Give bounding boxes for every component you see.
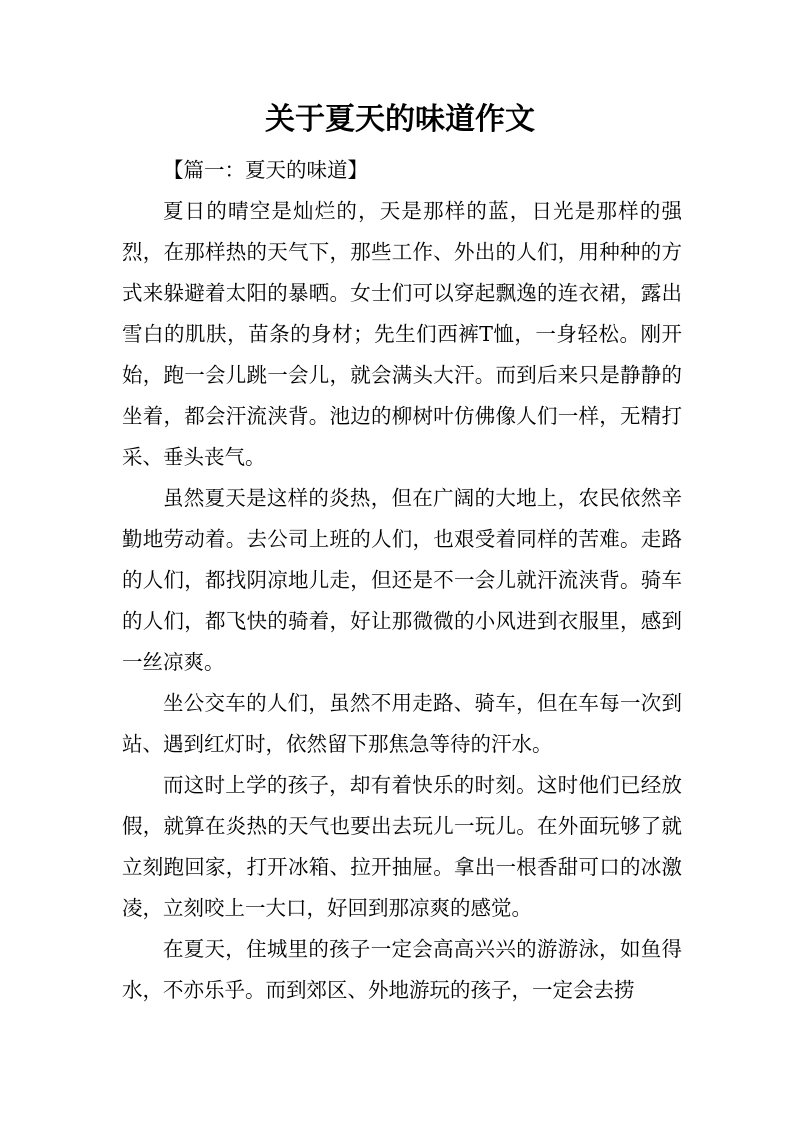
paragraph-3: 坐公交车的人们，虽然不用走路、骑车，但在车每一次到站、遇到红灯时，依然留下那焦急等待的汗水。 [122, 691, 682, 756]
paragraph-1: 夏日的晴空是灿烂的，天是那样的蓝，日光是那样的强烈，在那样热的天气下，那些工作、外出的人们，用种种的方式来躲避着太阳的暴晒。女士们可以穿起飘逸的连衣裙，露出雪白的肌肤，苗条的身材；先生们西裤T恤，一身轻松。刚开始，跑一会儿跳一会儿，就会满头大汗。而到后来只是静静的坐着，都会汗流浃背。池边的柳树叶仿佛像人们一样，无精打采、垂头丧气。 [122, 199, 682, 469]
paragraph-2: 虽然夏天是这样的炎热，但在广阔的大地上，农民依然辛勤地劳动着。去公司上班的人们，也艰受着同样的苦难。走路的人们，都找阴凉地儿走，但还是不一会儿就汗流浃背。骑车的人们，都飞快的骑着，好让那微微的小风进到衣服里，感到一丝凉爽。 [122, 486, 682, 674]
paragraph-4: 而这时上学的孩子，却有着快乐的时刻。这时他们已经放假，就算在炎热的天气也要出去玩儿一玩儿。在外面玩够了就立刻跑回家，打开冰箱、拉开抽屉。拿出一根香甜可口的冰激凌，立刻咬上一大口，好回到那凉爽的感觉。 [122, 773, 682, 920]
section-heading: 【篇一：夏天的味道】 [163, 158, 368, 182]
paragraph-5: 在夏天，住城里的孩子一定会高高兴兴的游游泳，如鱼得水，不亦乐乎。而到郊区、外地游玩的孩子，一定会去捞 [122, 937, 682, 1002]
document-body [122, 150, 682, 1011]
document-title: 关于夏天的味道作文 [265, 102, 535, 137]
